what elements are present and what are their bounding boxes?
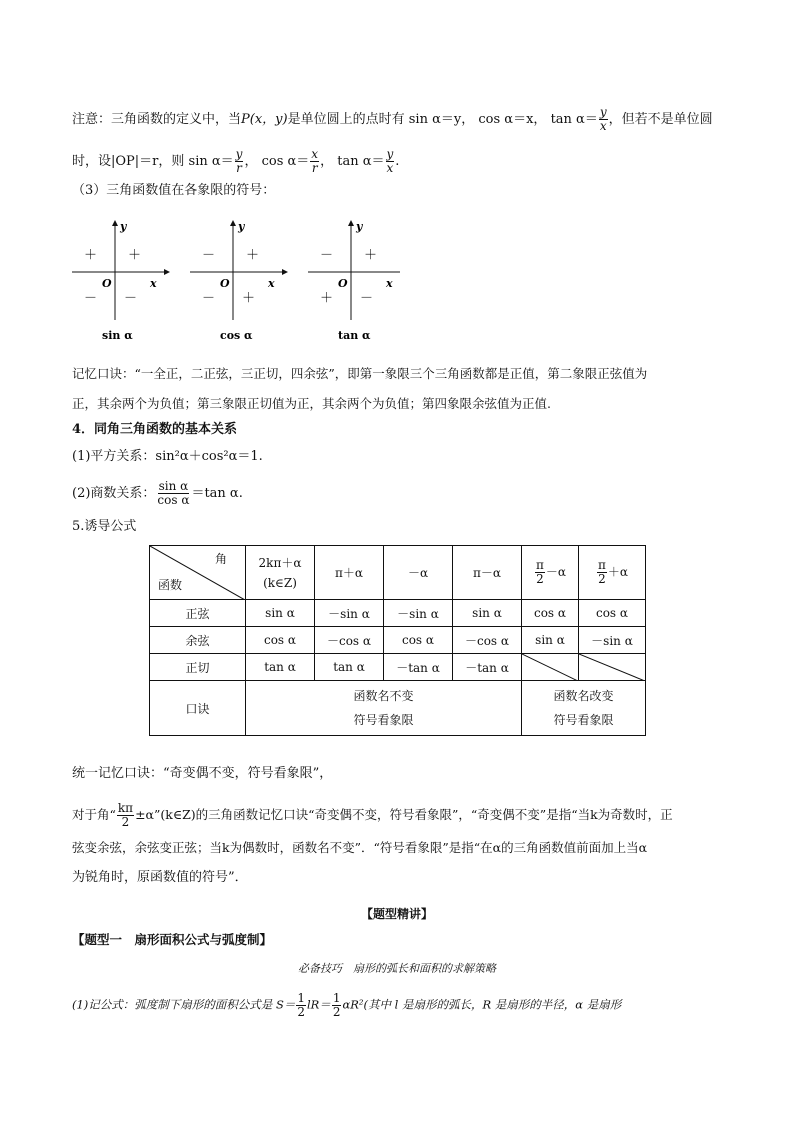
table-cell: cos α (522, 600, 579, 627)
fraction-denominator: x (386, 161, 394, 175)
row-label: 余弦 (150, 627, 246, 654)
table-cell: －cos α (453, 627, 522, 654)
header-half-pi-minus (522, 546, 579, 600)
table-cell: －sin α (384, 600, 453, 627)
note-cos: cos α＝x (478, 112, 534, 127)
table-row-tan (150, 654, 646, 681)
table-cell: －tan α (453, 654, 522, 681)
quadrant-4-sign: ＋ (242, 291, 256, 306)
note-sin2: sin α＝ (188, 154, 234, 169)
corner-bottom-label: 函数 (158, 578, 183, 592)
unified-line-1: 统一记忆口诀：“奇变偶不变，符号看象限”， (72, 766, 333, 781)
origin-label: O (338, 277, 348, 290)
y-label: y (120, 220, 127, 233)
half-pi-fraction (535, 559, 545, 586)
table-row-sin (150, 600, 646, 627)
formula-prefix: (1)记公式：弧度制下扇形的面积公式是 S＝ (72, 997, 296, 1012)
fraction-numerator: π (598, 558, 606, 572)
note-cos2: cos α＝ (261, 154, 310, 169)
cell-diagonal (579, 654, 645, 681)
koujue-right-line-1: 函数名改变 (553, 689, 614, 703)
signs-heading: （3）三角函数值在各象限的符号： (72, 183, 276, 198)
quadrant-3-sign: ＋ (320, 291, 334, 306)
note-sep: ， (533, 112, 547, 127)
corner-cell (150, 546, 246, 600)
mnemonic-line-2: 正，其余两个为负值；第三象限正切值为正，其余两个为负值；第四象限余弦值为正值. (72, 396, 551, 411)
note-line-1 (72, 106, 713, 133)
cell-diagonal (522, 654, 578, 681)
header-sub: (k∈Z) (263, 575, 297, 590)
fraction-numerator: 1 (297, 991, 305, 1005)
chart-caption: sin α (102, 329, 133, 342)
diagonal-empty-cell (522, 654, 579, 681)
header-pi-minus: π－α (453, 546, 522, 600)
note-cos2-fraction (310, 148, 319, 175)
skill-title: 必备技巧 扇形的弧长和面积的求解策略 (298, 962, 496, 975)
quadrant-1-sign: ＋ (246, 248, 260, 263)
section-heading: 【题型精讲】 (360, 907, 433, 921)
formula-mid: lR＝ (306, 997, 331, 1012)
quadrant-1-sign: ＋ (364, 248, 378, 263)
section4-title: 4．同角三角函数的基本关系 (72, 422, 238, 437)
fraction-numerator: y (386, 147, 394, 161)
table-cell: sin α (453, 600, 522, 627)
note-tan2: tan α＝ (337, 154, 385, 169)
table-cell: sin α (522, 627, 579, 654)
table-cell: －cos α (315, 627, 384, 654)
x-label: x (150, 277, 157, 290)
quadrant-4-sign: － (360, 291, 374, 306)
x-axis-arrow (164, 269, 170, 275)
unified-line2-prefix: 对于角“ (72, 807, 116, 822)
quadrant-3-sign: － (202, 291, 216, 306)
y-axis-arrow (112, 220, 118, 226)
y-axis-arrow (348, 220, 354, 226)
formula-half-1 (296, 992, 306, 1019)
fraction-numerator: 1 (332, 991, 341, 1005)
sign-chart-sin (72, 220, 170, 342)
row-label: 正弦 (150, 600, 246, 627)
fraction-denominator: r (236, 161, 242, 175)
header-label: ＋α (607, 565, 628, 579)
row-label: 正切 (150, 654, 246, 681)
induction-formula-table (149, 545, 646, 736)
x-axis-arrow (282, 269, 288, 275)
fraction-denominator: 2 (598, 572, 606, 586)
note-tan: tan α＝ (550, 112, 598, 127)
quadrant-2-sign: － (202, 248, 216, 263)
koujue-left-line-2: 符号看象限 (353, 713, 414, 727)
fraction-numerator: kπ (117, 801, 134, 815)
table-cell: cos α (579, 600, 646, 627)
note-end: . (395, 154, 400, 169)
fraction-denominator: cos α (157, 493, 190, 507)
sign-chart-cos (190, 220, 288, 342)
corner-top-label: 角 (214, 552, 227, 566)
note-line2-prefix: 时，设|OP|＝r，则 (72, 154, 185, 169)
origin-label: O (220, 277, 230, 290)
note-mid: 是单位圆上的点时有 (287, 112, 405, 127)
fraction-denominator: 2 (297, 1005, 305, 1019)
quadrant-2-sign: － (320, 248, 334, 263)
chart-caption: cos α (220, 329, 253, 342)
kpi-fraction (117, 802, 134, 829)
fraction-denominator: 2 (536, 572, 544, 586)
header-2kpi (246, 546, 315, 600)
x-label: x (386, 277, 393, 290)
question-type-1: 【题型一 扇形面积公式与弧度制】 (72, 932, 273, 947)
note-tan-fraction (599, 106, 608, 133)
note-sin2-fraction (235, 148, 244, 175)
header-pi-plus: π＋α (315, 546, 384, 600)
note-sep: ， (461, 112, 475, 127)
header-neg: －α (384, 546, 453, 600)
table-row-koujue (150, 681, 646, 736)
koujue-label: 口诀 (150, 681, 246, 736)
fraction-denominator: r (311, 161, 318, 175)
chart-caption: tan α (338, 329, 371, 342)
header-label: －α (545, 565, 566, 579)
diagonal-empty-cell (579, 654, 646, 681)
table-row-cos (150, 627, 646, 654)
note-line-2 (72, 148, 399, 175)
quotient-fraction (156, 480, 190, 507)
quotient-suffix: ＝tan α. (191, 486, 243, 501)
table-cell: cos α (384, 627, 453, 654)
header-half-pi-plus (579, 546, 646, 600)
header-label: 2kπ＋α (258, 555, 302, 570)
y-label: y (238, 220, 245, 233)
square-relation: (1)平方关系：sin²α＋cos²α＝1. (72, 449, 263, 464)
table-header-row (150, 546, 646, 600)
fraction-numerator: y (599, 105, 607, 119)
formula-half-2 (332, 992, 342, 1019)
koujue-left (246, 681, 522, 736)
koujue-left-line-1: 函数名不变 (353, 689, 414, 703)
fraction-denominator: x (599, 119, 607, 133)
fraction-numerator: x (311, 147, 319, 161)
koujue-right (522, 681, 646, 736)
fraction-numerator: y (235, 147, 243, 161)
note-sin: sin α＝y (408, 112, 462, 127)
koujue-right-line-2: 符号看象限 (553, 713, 614, 727)
sign-chart-tan (308, 220, 400, 342)
table-cell: tan α (315, 654, 384, 681)
fraction-numerator: π (536, 558, 544, 572)
formula-suffix: αR²(其中 l 是扇形的弧长，R 是扇形的半径，α 是扇形 (342, 997, 622, 1012)
quadrant-2-sign: ＋ (84, 248, 98, 263)
unified-line-4: 为锐角时，原函数值的符号”． (72, 870, 248, 885)
unified-line-3: 弦变余弦，余弦变正弦；当k为偶数时，函数名不变”．“符号看象限”是指“在α的三角函数值前面加上当α (72, 840, 648, 855)
note-sep: ， (244, 154, 258, 169)
quadrant-3-sign: － (84, 291, 98, 306)
y-label: y (356, 220, 363, 233)
unified-line-2 (72, 802, 673, 829)
fraction-denominator: 2 (332, 1005, 341, 1019)
note-tan2-fraction (386, 148, 395, 175)
sign-charts (60, 210, 400, 350)
quotient-relation (72, 480, 243, 507)
quadrant-1-sign: ＋ (128, 248, 142, 263)
note-prefix: 注意：三角函数的定义中，当 (72, 112, 242, 127)
table-cell: －tan α (384, 654, 453, 681)
half-pi-fraction (597, 559, 607, 586)
table-cell: －sin α (315, 600, 384, 627)
quadrant-4-sign: － (124, 291, 138, 306)
table-cell: tan α (246, 654, 315, 681)
quotient-prefix: (2)商数关系： (72, 486, 156, 501)
x-label: x (268, 277, 275, 290)
formula-line (72, 992, 621, 1019)
y-axis-arrow (230, 220, 236, 226)
table-cell: cos α (246, 627, 315, 654)
section5-title: 5.诱导公式 (72, 519, 137, 534)
table-cell: sin α (246, 600, 315, 627)
table-cell: －sin α (579, 627, 646, 654)
note-sep: ， (320, 154, 334, 169)
note-suffix: ，但若不是单位圆 (608, 112, 713, 127)
fraction-denominator: 2 (121, 815, 130, 829)
origin-label: O (102, 277, 112, 290)
mnemonic-line-1: 记忆口诀：“一全正，二正弦，三正切，四余弦”，即第一象限三个三角函数都是正值，第二象限正弦值为 (72, 366, 648, 381)
note-point: P(x，y) (241, 112, 288, 127)
fraction-numerator: sin α (158, 479, 189, 493)
unified-line2-suffix: ±α”(k∈Z)的三角函数记忆口诀“奇变偶不变，符号看象限”，“奇变偶不变”是指“当k为奇数时，正 (135, 807, 673, 822)
